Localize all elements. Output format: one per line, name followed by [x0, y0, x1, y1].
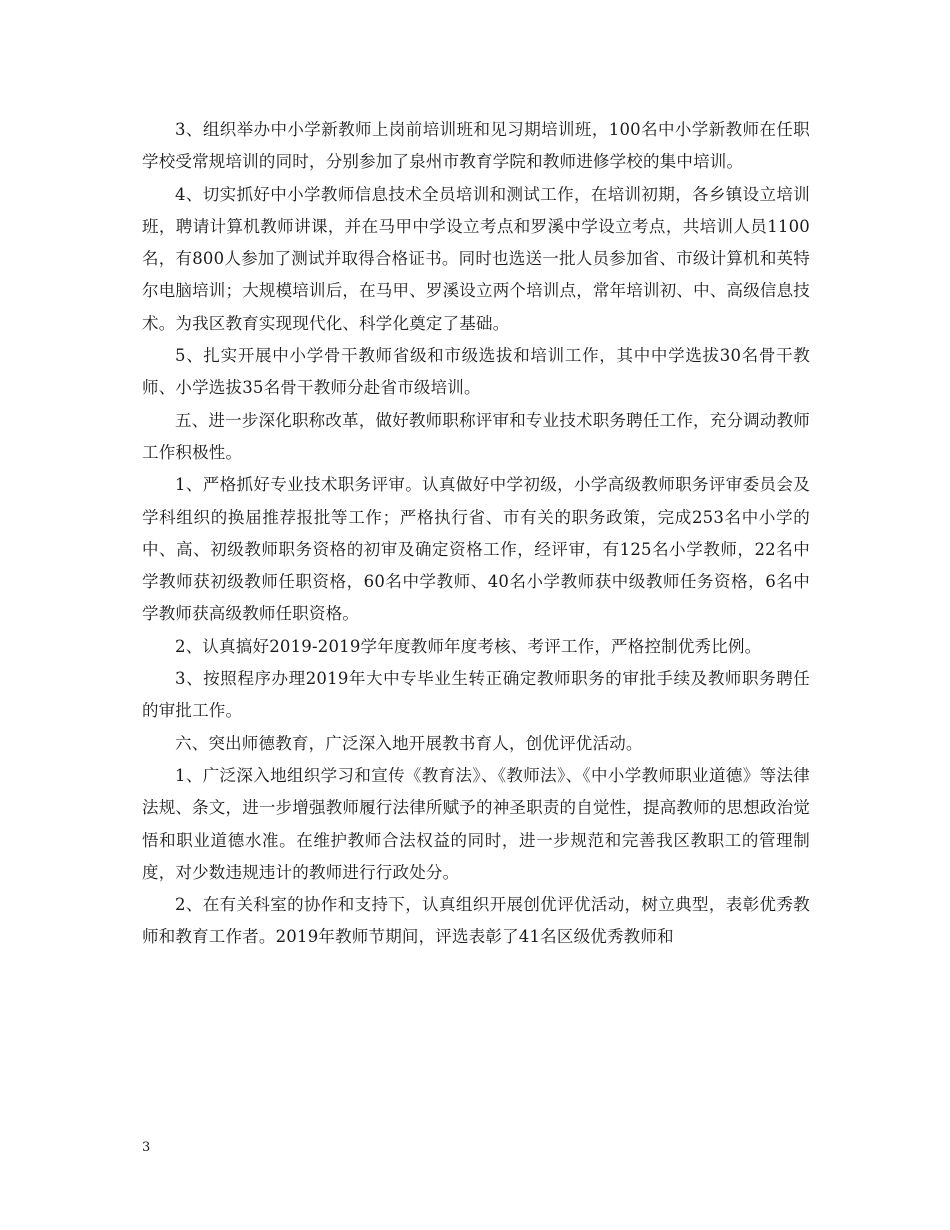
- paragraph-excellence-awards: 2、在有关科室的协作和支持下，认真组织开展创优评优活动，树立典型，表彰优秀教师和教育工作者。2019年教师节期间，评选表彰了41名区级优秀教师和: [142, 895, 810, 947]
- paragraph-backbone-teacher-training: 5、扎实开展中小学骨干教师省级和市级选拔和培训工作，其中中学选拔30名骨干教师、小学选拔35名骨干教师分赴省市级培训。: [142, 346, 810, 398]
- paragraph-annual-assessment: 2、认真搞好2019-2019学年度教师年度考核、考评工作，严格控制优秀比例。: [175, 636, 762, 656]
- paragraph-it-training: 4、切实抓好中小学教师信息技术全员培训和测试工作，在培训初期，各乡镇设立培训班，聘请计算机教师讲课，并在马甲中学设立考点和罗溪中学设立考点，共培训人员1100名，有800人参加了测试并取得合格证书。同时也选送一批人员参加省、市级计算机和英特尔电脑培训；大规模培训后，在马甲、罗溪设立两个培训点，常年培训初、中、高级信息技术。为我区教育实现现代化、科学化奠定了基础。: [142, 184, 810, 333]
- paragraph-title-evaluation: 1、严格抓好专业技术职务评审。认真做好中学初级，小学高级教师职务评审委员会及学科组织的换届推荐报批等工作；严格执行省、市有关的职务政策，完成253名中小学的中、高、初级教师职务资格的初审及确定资格工作，经评审，有125名小学教师，22名中学教师获初级教师任职资格，60名中学教师、40名小学教师获中级教师任务资格，6名中学教师获高级教师任职资格。: [142, 475, 810, 624]
- paragraph-teacher-induction-training: 3、组织举办中小学新教师上岗前培训班和见习期培训班，100名中小学新教师在任职学校受常规培训的同时，分别参加了泉州市教育学院和教师进修学校的集中培训。: [142, 120, 810, 172]
- section-heading-teacher-ethics: 六、突出师德教育，广泛深入地开展教书育人，创优评优活动。: [175, 733, 643, 753]
- section-heading-title-reform: 五、进一步深化职称改革，做好教师职称评审和专业技术职务聘任工作，充分调动教师工作积极性。: [142, 410, 810, 462]
- document-body: [142, 114, 810, 954]
- paragraph-law-education: 1、广泛深入地组织学习和宣传《教育法》、《教师法》、《中小学教师职业道德》等法律法规、条文，进一步增强教师履行法律所赋予的神圣职责的自觉性，提高教师的思想政治觉悟和职业道德水准。在维护教师合法权益的同时，进一步规范和完善我区教职工的管理制度，对少数违规违计的教师进行行政处分。: [142, 765, 810, 882]
- paragraph-graduate-appointment: 3、按照程序办理2019年大中专毕业生转正确定教师职务的审批手续及教师职务聘任的审批工作。: [142, 669, 810, 721]
- page-number: 3: [142, 1140, 151, 1155]
